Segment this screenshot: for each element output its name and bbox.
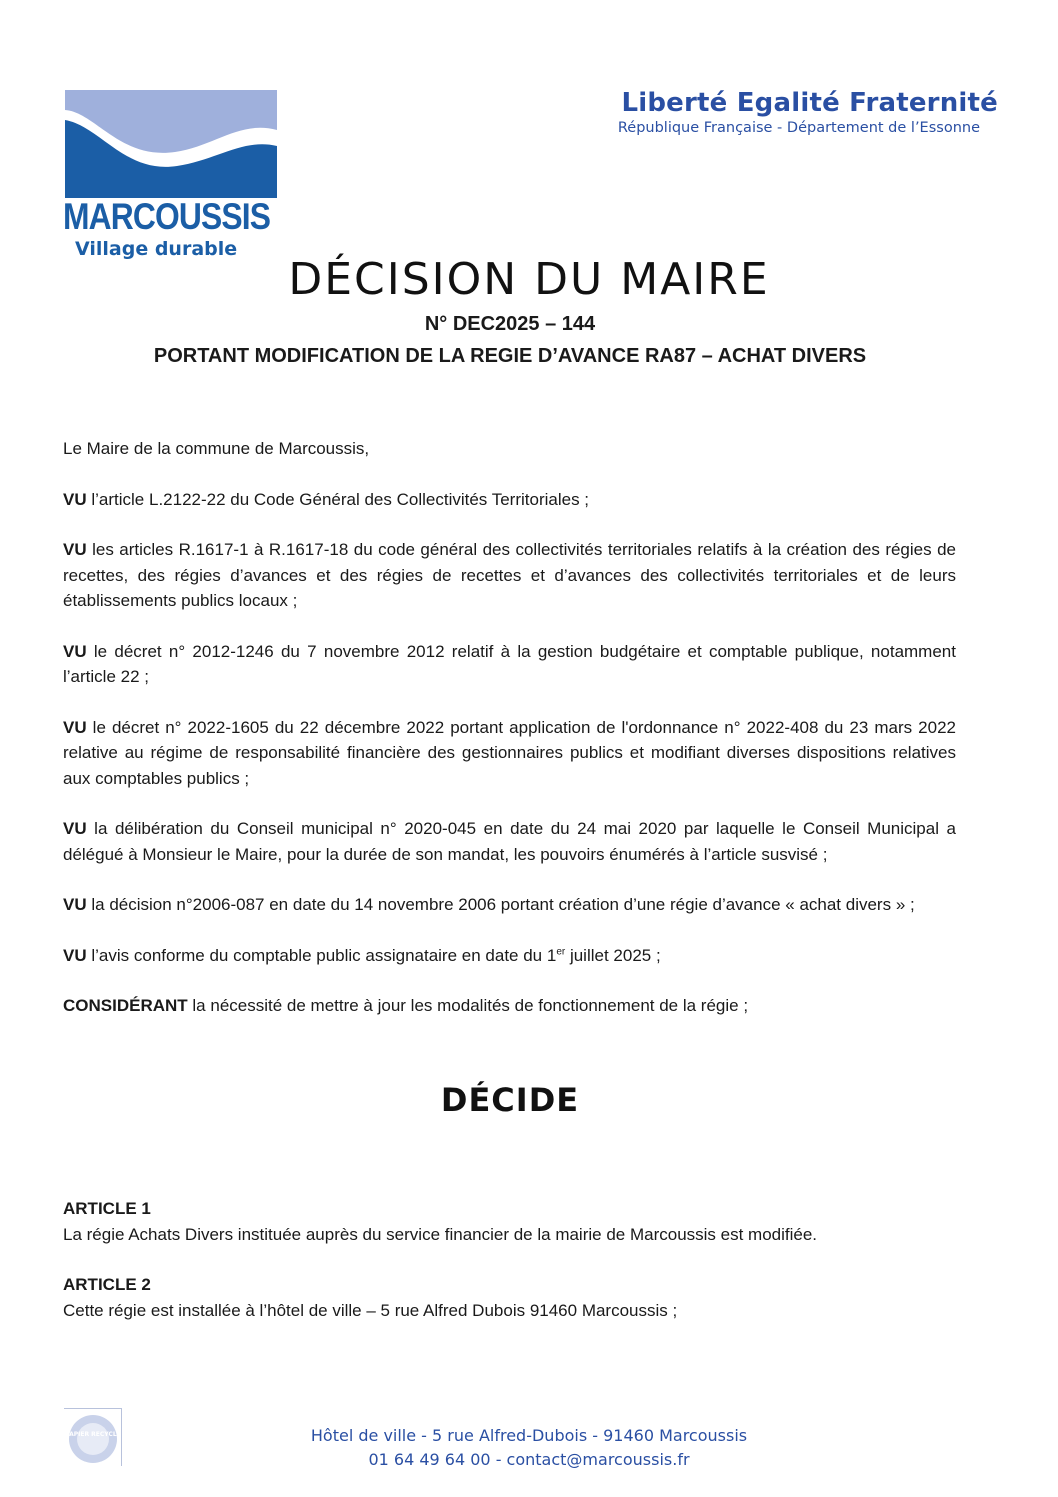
vu-text: le décret n° 2022-1605 du 22 décembre 2022 portant application de l'ordonnance n° 2022-408 du 23 mars 2022 relative au régime de responsabilité financière des gestionnaires publics et modifiant diverses dispositions relatives aux comptables publics ; xyxy=(63,717,956,788)
vu-paragraph xyxy=(63,639,956,690)
marcoussis-wave-logo-icon xyxy=(65,90,277,198)
footer-contact: 01 64 49 64 00 - contact@marcoussis.fr xyxy=(368,1450,690,1469)
considerant-paragraph xyxy=(63,993,956,1019)
vu-paragraph xyxy=(63,892,956,918)
footer xyxy=(0,1424,1058,1472)
vu-paragraph xyxy=(63,537,956,614)
republic-motto: Liberté Egalité Fraternité xyxy=(621,88,998,118)
vu-paragraph xyxy=(63,715,956,792)
vu-label: VU xyxy=(63,895,87,914)
footer-address: Hôtel de ville - 5 rue Alfred-Dubois - 91460 Marcoussis xyxy=(310,1426,748,1445)
vu-text: l’article L.2122-22 du Code Général des Collectivités Territoriales ; xyxy=(91,489,590,509)
vu-paragraph xyxy=(63,943,956,969)
vu-text: la décision n°2006-087 en date du 14 novembre 2006 portant création d’une régie d’avance « achat divers » ; xyxy=(91,895,915,914)
vu-label: VU xyxy=(63,540,87,559)
vu-paragraph xyxy=(63,487,956,513)
vu-label: VU xyxy=(63,717,87,737)
considerant-text: la nécessité de mettre à jour les modalités de fonctionnement de la régie ; xyxy=(192,996,749,1015)
logo-tagline: Village durable xyxy=(75,238,238,260)
vu-text: la délibération du Conseil municipal n° 2020-045 en date du 24 mai 2020 par laquelle le Conseil Municipal a délégué à Monsieur le Maire, pour la durée de son mandat, les pouvoirs énumérés à l’article susvisé ; xyxy=(63,819,956,864)
vu-label: VU xyxy=(63,489,87,509)
article xyxy=(63,1196,956,1247)
vu-text: le décret n° 2012-1246 du 7 novembre 2012 relatif à la gestion budgétaire et comptable publique, notamment l’article 22 ; xyxy=(63,641,956,686)
vu-text: juillet 2025 ; xyxy=(565,945,661,965)
considerant-label: CONSIDÉRANT xyxy=(63,996,188,1015)
superscript: er xyxy=(556,945,566,957)
page-title: DÉCISION DU MAIRE xyxy=(288,254,770,305)
republic-header xyxy=(618,88,998,136)
article-text: Cette régie est installée à l’hôtel de ville – 5 rue Alfred Dubois 91460 Marcoussis ; xyxy=(63,1300,678,1320)
logo-name: MARCOUSSIS xyxy=(63,196,271,237)
vu-label: VU xyxy=(63,819,87,838)
decide-heading: DÉCIDE xyxy=(440,1081,580,1119)
decision-subject: PORTANT MODIFICATION DE LA REGIE D’AVANCE RA87 – ACHAT DIVERS xyxy=(153,345,867,367)
articles-section xyxy=(63,1196,956,1348)
article-heading: ARTICLE 1 xyxy=(63,1199,151,1218)
article xyxy=(63,1272,956,1323)
decision-body xyxy=(63,436,956,1044)
intro-paragraph: Le Maire de la commune de Marcoussis, xyxy=(63,439,370,458)
article-heading: ARTICLE 2 xyxy=(63,1275,151,1294)
marcoussis-logo xyxy=(63,90,277,265)
decision-number: N° DEC2025 – 144 xyxy=(424,313,596,335)
recycle-text: PAPIER RECYCLÉ xyxy=(65,1431,121,1438)
department-line: République Française - Département de l’Essonne xyxy=(617,120,980,136)
article-text: La régie Achats Divers instituée auprès du service financier de la mairie de Marcoussis est modifiée. xyxy=(63,1224,818,1244)
vu-label: VU xyxy=(63,641,87,661)
vu-label: VU xyxy=(63,945,87,965)
vu-paragraph xyxy=(63,816,956,867)
vu-text: l’avis conforme du comptable public assignataire en date du 1 xyxy=(91,945,557,965)
vu-text: les articles R.1617-1 à R.1617-18 du code général des collectivités territoriales relatifs à la création des régies de recettes, des régies d’avances et des régies de recettes et d’avances des collectivités territoriales et de leurs établissements publics locaux ; xyxy=(63,540,956,610)
